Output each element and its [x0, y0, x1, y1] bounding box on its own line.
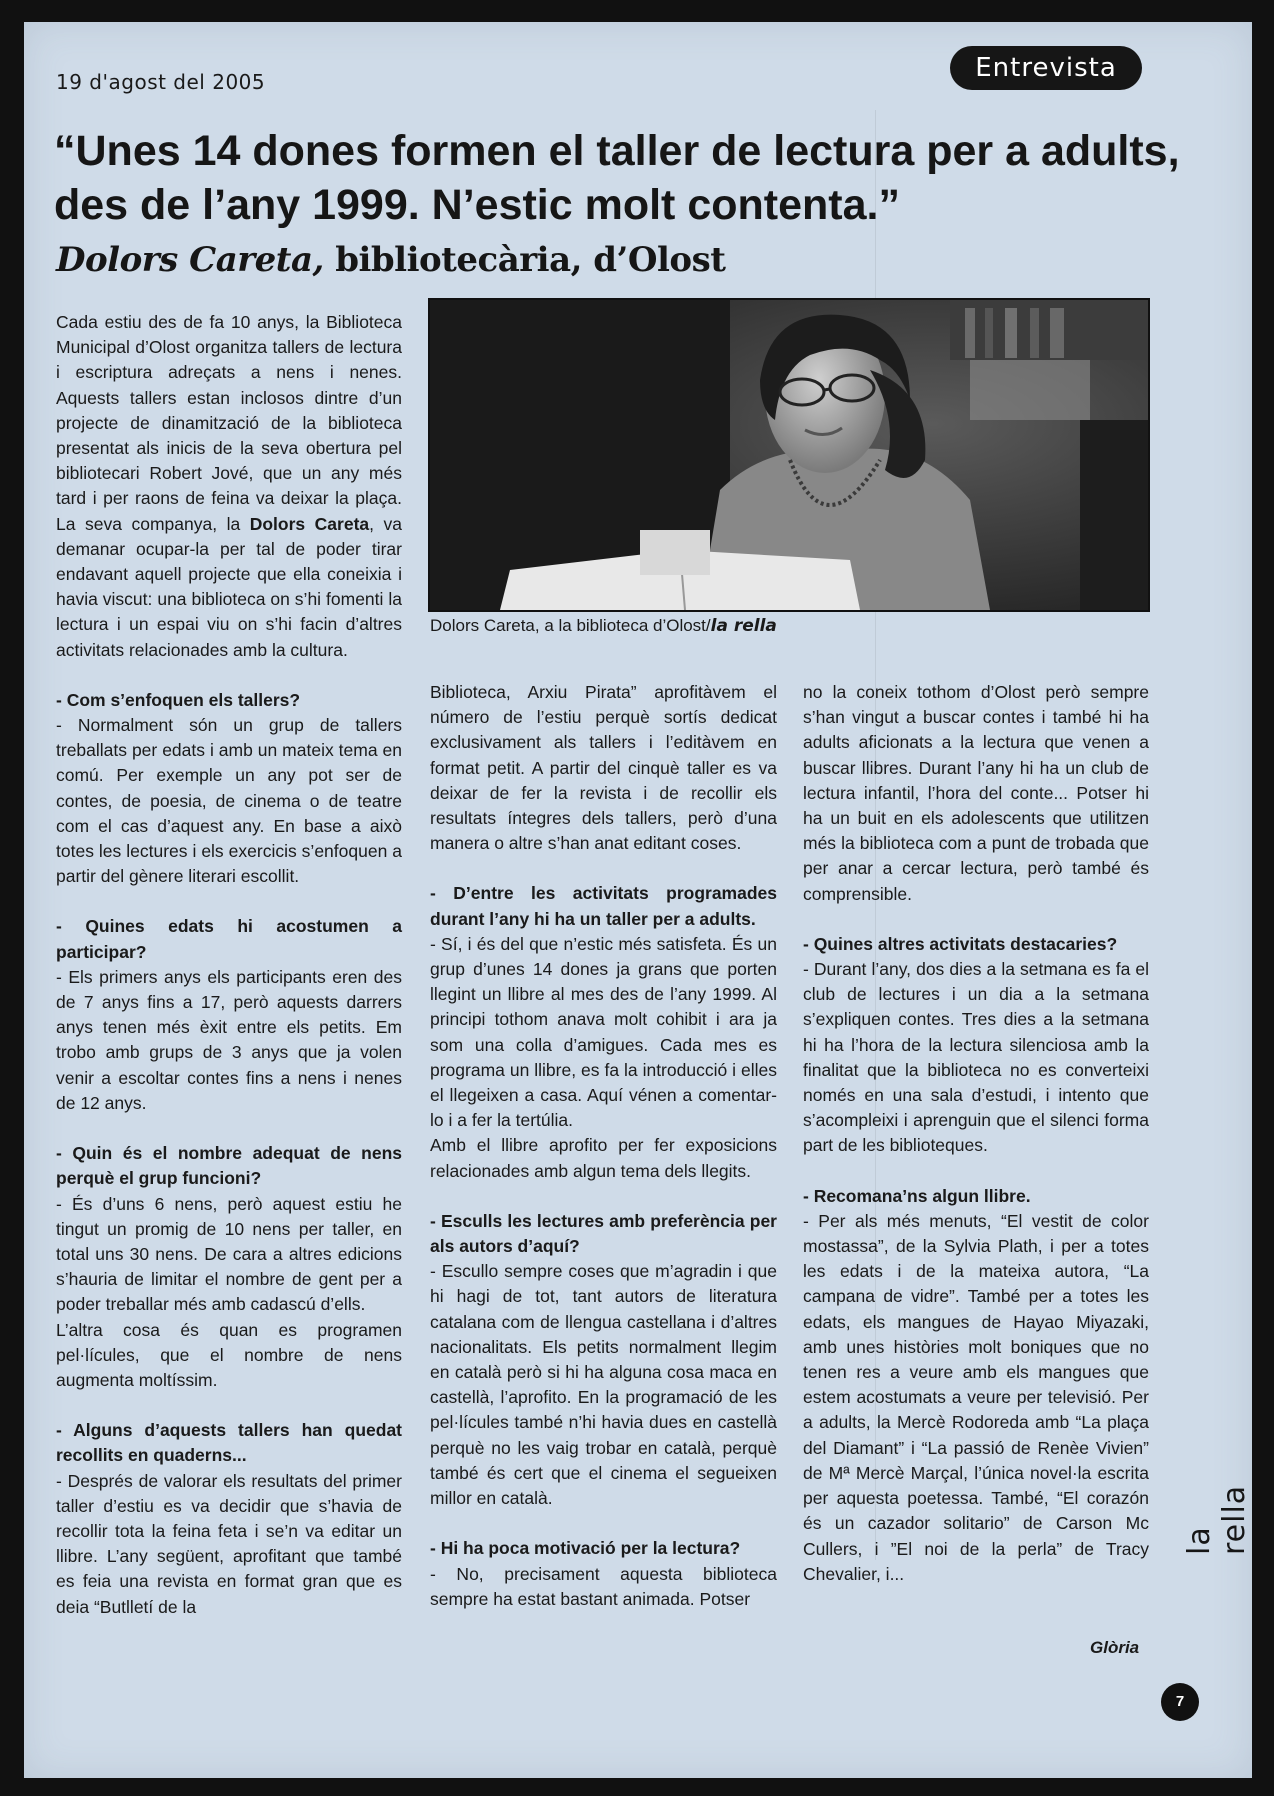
question: - Esculls les lectures amb preferència per als autors d’aquí? [430, 1210, 777, 1257]
interviewee-name: Dolors Careta, [56, 240, 324, 280]
article-column-3 [803, 680, 1149, 1587]
question: - Alguns d’aquests tallers han quedat recollits en quaderns... [56, 1420, 402, 1466]
photo-caption [430, 616, 777, 636]
answer: - Sí, i és del que n’estic més satisfeta. És un grup d’unes 14 dones ja grans que porten llegint un llibre al mes des de l’any 1999. Al principi tothom anava molt cohibit i ara ja som una colla d’amigues. Cada mes es programa un llibre, es fa la introducció i elles el llegeixen a casa. Aquí vénen a comentar-lo i a fer la tertúlia. [430, 933, 777, 1131]
magazine-brand: la rella [1182, 1484, 1252, 1555]
answer: - Per als més menuts, “El vestit de color mostassa”, de la Sylvia Plath, i per a totes les edats i de la mateixa autora, “La campana de vidre”. També per a totes les edats, els mangues de Hayao Miyazaki, amb unes històries molt boniques que no tenen res a veure amb els mangues que estem acostumats a veure per televisió. Per a adults, la Mercè Rodoreda amb “La plaça del Diamant” i “La passió de Renèe Vivien” de Mª Mercè Marçal, l’única novel·la escrita per aquesta poetessa. També, “El corazón és un cazador solitario” de Carson Mc Cullers, i ”El noi de la perla” de Tracy Chevalier, i... [803, 1210, 1149, 1584]
answer: - Després de valorar els resultats del primer taller d’estiu es va decidir que s’havia de recollir tota la feina feta i se’n va editar un llibre. L’any següent, aprofitant que també es feia una revista en format gran que es deia “Butlletí de la [56, 1470, 402, 1617]
caption-text: Dolors Careta, a la biblioteca d’Olost/ [430, 616, 711, 635]
photo-image [430, 300, 1148, 610]
article-column-2 [430, 680, 777, 1612]
author-signature: Glòria [1090, 1638, 1140, 1657]
answer: Amb el llibre aprofito per fer exposicions relacionades amb algun tema dels llegits. [430, 1135, 777, 1181]
section-badge: Entrevista [950, 46, 1142, 90]
question: - Quines altres activitats destacaries? [803, 933, 1118, 954]
answer: L’altra cosa és quan es programen pel·lícules, que el nombre de nens augmenta moltíssim. [56, 1319, 402, 1390]
question: - Quines edats hi acostumen a participar? [56, 916, 402, 962]
question: - Recomana’ns algun llibre. [803, 1185, 1031, 1206]
interviewee-role: bibliotecària, d’Olost [323, 240, 726, 280]
answer: - Normalment són un grup de tallers treballats per edats i amb un mateix tema en comú. Per exemple un any pot ser de contes, de poesia, de cinema o de teatre com el cas d’aquest any. En base a això totes les lectures i els exercicis s’enfoquen a partir del gènere literari escollit. [56, 715, 402, 887]
answer: - Durant l’any, dos dies a la setmana es fa el club de lectures i un dia a la setmana s’expliquen contes. Tres dies a la setmana hi ha l’hora de la lectura silenciosa amb la finalitat que la biblioteca no es converteixi només en una sala d’estudi, i intento que s’acompleixi i aprenguin que el silenci forma part de les biblioteques. [803, 959, 1149, 1156]
interview-photo [428, 298, 1150, 612]
answer: no la coneix tothom d’Olost però sempre s’han vingut a buscar contes i també hi ha adults aficionats a la lectura que venen a buscar llibres. Durant l’any hi ha un club de lectura infantil, l’hora del conte... Potser hi ha un buit en els adolescents que utilitzen més la biblioteca com a punt de trobada que per anar a cercar lectura, però també és comprensible. [803, 682, 1149, 904]
answer: - Els primers anys els participants eren des de 7 anys fins a 17, però aquests darrers anys tenen més èxit entre els petits. Em trobo amb grups de 3 anys que ja volen venir a escoltar contes fins a nens i nenes de 12 anys. [56, 966, 402, 1113]
question: - Com s’enfoquen els tallers? [56, 689, 301, 710]
answer: - És d’uns 6 nens, però aquest estiu he tingut un promig de 10 nens per taller, en total uns 30 nens. De cara a altres edicions s’hauria de limitar el nombre de gent per a poder treballar més amb cadascú d’ells. [56, 1193, 402, 1315]
issue-date: 19 d'agost del 2005 [56, 70, 266, 94]
answer: Biblioteca, Arxiu Pirata” aprofitàvem el número de l’estiu perquè sortís dedicat exclusivament als tallers i l’editàvem en format petit. A partir del cinquè taller es va deixar de fer la revista i de recollir els resultats íntegres dels tallers, però d’una manera o altre s’han anat editant coses. [430, 682, 777, 854]
question: - D’entre les activitats programades durant l’any hi ha un taller per a adults. [430, 883, 777, 929]
article-subhead [56, 240, 725, 280]
article-column-1 [56, 310, 402, 1620]
article-headline: “Unes 14 dones formen el taller de lectura per a adults, des de l’any 1999. N’estic molt contenta.” [54, 127, 1180, 229]
question: - Hi ha poca motivació per la lectura? [430, 1538, 741, 1559]
caption-brand: la rella [710, 616, 777, 636]
answer: - No, precisament aquesta biblioteca sempre ha estat bastant animada. Potser [430, 1563, 777, 1609]
question: - Quin és el nombre adequat de nens perquè el grup funcioni? [56, 1143, 402, 1189]
page-number: 7 [1161, 1683, 1199, 1721]
interviewee-name-inline: Dolors Careta [249, 513, 370, 534]
intro-paragraph: Cada estiu des de fa 10 anys, la Biblioteca Municipal d’Olost organitza tallers de lectura i escriptura adreçats a nens i nenes. Aquests tallers estan inclosos dintre d’un projecte de dinamització de la biblioteca presentat als inicis de la seva obertura pel bibliotecari Robert Jové, que un any més tard i per raons de feina va deixar la plaça. La seva companya, la Dolors Careta, va demanar ocupar-la per tal de poder tirar endavant aquell projecte que ella coneixia i havia viscut: una biblioteca on s’hi fomenti la lectura i un espai viu on s’hi facin d’altres activitats relacionades amb la cultura. [56, 312, 402, 660]
answer: - Escullo sempre coses que m’agradin i que hi hagi de tot, tant autors de literatura catalana com de llengua castellana i d’altres nacionalitats. Els petits normalment llegim en català però si hi ha alguna cosa maca en castellà, l’aprofito. En la programació de les pel·lícules també n’hi havia dues en castellà perquè no les vaig trobar en català, perquè també és cert que el cinema el segueixen millor en català. [430, 1261, 777, 1509]
